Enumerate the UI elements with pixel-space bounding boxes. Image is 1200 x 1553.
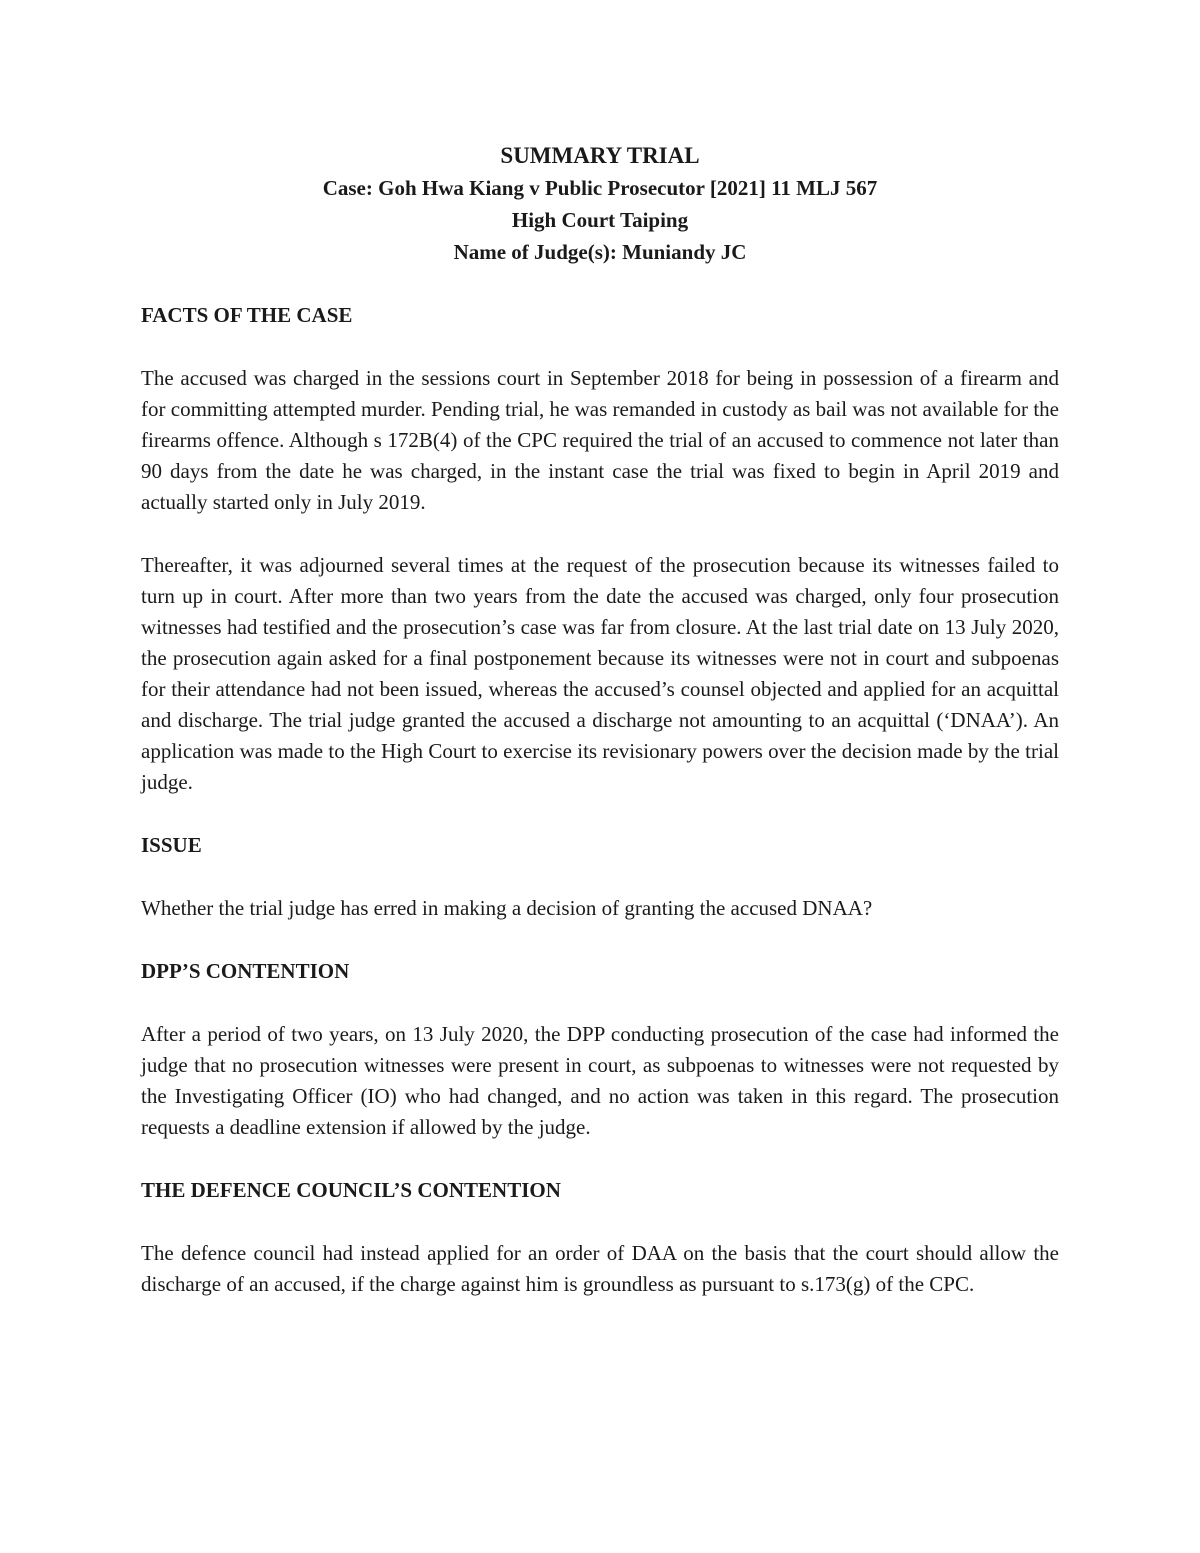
facts-paragraph-1: The accused was charged in the sessions court in September 2018 for being in possession of a firearm and for committing attempted murder. Pending trial, he was remanded in custody as bail was not available for the firearms offence. Although s 172B(4) of the CPC required the trial of an accused to commence not later than 90 days from the date he was charged, in the instant case the trial was fixed to begin in April 2019 and actually started only in July 2019.: [141, 366, 1059, 514]
defence-contention-paragraph: The defence council had instead applied for an order of DAA on the basis that the court should allow the discharge of an accused, if the charge against him is groundless as pursuant to s.173(g) of the CPC.: [141, 1241, 1059, 1296]
dpp-contention-paragraph: After a period of two years, on 13 July 2020, the DPP conducting prosecution of the case had informed the judge that no prosecution witnesses were present in court, as subpoenas to witnesses were not requested by the Investigating Officer (IO) who had changed, and no action was taken in this regard. The prosecution requests a deadline extension if allowed by the judge.: [141, 1022, 1059, 1139]
document-title: SUMMARY TRIAL: [500, 143, 700, 168]
facts-paragraph-2: Thereafter, it was adjourned several times at the request of the prosecution because its witnesses failed to turn up in court. After more than two years from the date the accused was charged, only four prosecution witnesses had testified and the prosecution’s case was far from closure. At the last trial date on 13 July 2020, the prosecution again asked for a final postponement because its witnesses were not in court and subpoenas for their attendance had not been issued, whereas the accused’s counsel objected and applied for an acquittal and discharge. The trial judge granted the accused a discharge not amounting to an acquittal (‘DNAA’). An application was made to the High Court to exercise its revisionary powers over the decision made by the trial judge.: [141, 553, 1059, 794]
defence-contention-heading: THE DEFENCE COUNCIL’S CONTENTION: [141, 1178, 561, 1202]
court-name: High Court Taiping: [511, 208, 689, 232]
dpp-contention-heading: DPP’S CONTENTION: [141, 959, 350, 983]
facts-heading: FACTS OF THE CASE: [141, 303, 353, 327]
document-page: [141, 140, 1059, 1300]
issue-heading: ISSUE: [141, 833, 202, 857]
document-header: [141, 140, 1059, 268]
case-citation: Case: Goh Hwa Kiang v Public Prosecutor [2021] 11 MLJ 567: [322, 176, 878, 200]
judge-name: Name of Judge(s): Muniandy JC: [453, 240, 747, 264]
issue-paragraph: Whether the trial judge has erred in making a decision of granting the accused DNAA?: [141, 896, 873, 920]
